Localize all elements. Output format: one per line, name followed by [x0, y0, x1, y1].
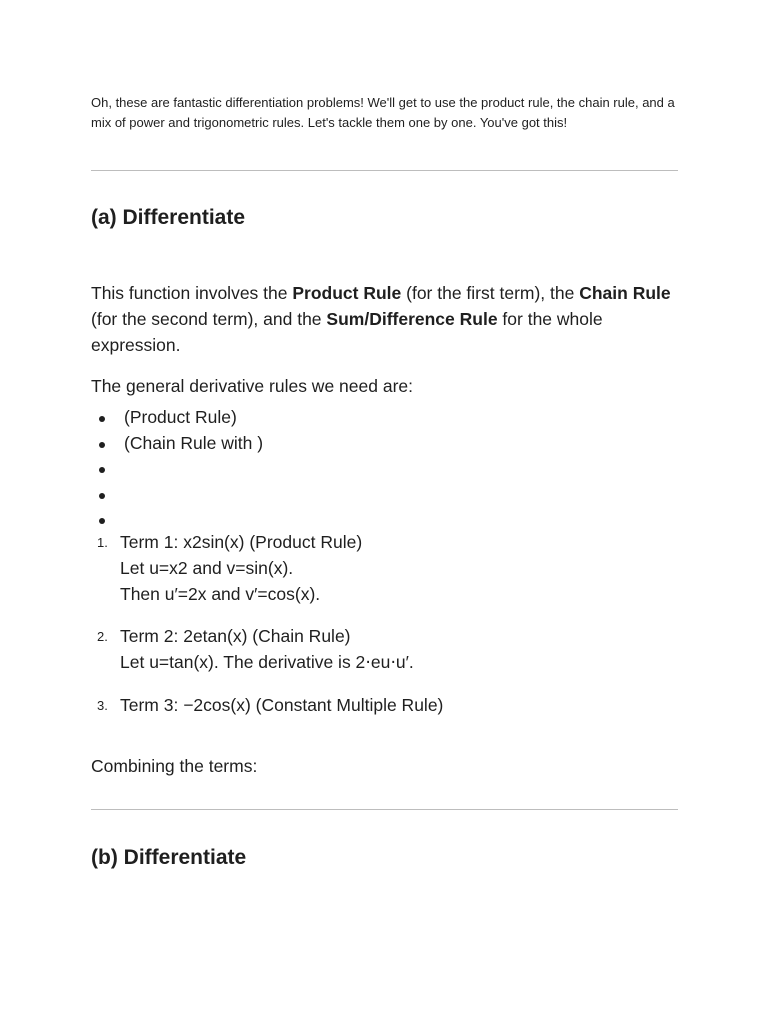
rules-bullet-list	[91, 405, 263, 533]
step-line: Term 3: −2cos(x) (Constant Multiple Rule)	[120, 695, 444, 715]
intro-text: Oh, these are fantastic differentiation problems! We'll get to use the product rule, the chain rule, and a mix of power and trigonometric rules. Let's tackle them one by one. You've got this!	[91, 95, 675, 130]
step-number: 2.	[97, 629, 108, 644]
bullet-icon	[99, 518, 105, 524]
text-span: This function involves the	[91, 283, 293, 303]
section-a-intro-paragraph	[91, 280, 679, 358]
step-item	[91, 623, 443, 675]
bullet-icon	[99, 442, 105, 448]
step-item	[91, 692, 443, 718]
text-span: for the whole expression.	[91, 309, 603, 355]
step-line: Term 2: 2etan(x) (Chain Rule)	[120, 626, 351, 646]
divider	[91, 809, 678, 810]
rules-intro-paragraph: The general derivative rules we need are:	[91, 376, 413, 396]
sum-difference-rule-term: Sum/Difference Rule	[326, 309, 498, 329]
combining-paragraph: Combining the terms:	[91, 756, 258, 776]
bullet-icon	[99, 493, 105, 499]
chain-rule-term: Chain Rule	[579, 283, 671, 303]
steps-numbered-list	[91, 529, 443, 718]
step-item	[91, 529, 443, 607]
bullet-icon	[99, 416, 105, 422]
text-span: (for the first term), the	[401, 283, 580, 303]
step-line: Let u=x2 and v=sin(x).	[120, 558, 294, 578]
step-line: Term 1: x2sin(x) (Product Rule)	[120, 532, 363, 552]
text-span: (for the second term), and the	[91, 309, 327, 329]
list-item	[91, 431, 263, 457]
list-item	[91, 482, 263, 508]
product-rule-term: Product Rule	[292, 283, 402, 303]
step-line: Let u=tan(x). The derivative is 2⋅eu⋅u′.	[120, 652, 414, 672]
step-number: 3.	[97, 698, 108, 713]
list-item-text: (Product Rule)	[124, 407, 237, 427]
bullet-icon	[99, 467, 105, 473]
list-item-text: (Chain Rule with )	[124, 432, 264, 453]
step-number: 1.	[97, 535, 108, 550]
section-b-heading: (b) Differentiate	[91, 846, 247, 869]
list-item	[91, 456, 263, 482]
divider	[91, 170, 678, 171]
step-line: Then u′=2x and v′=cos(x).	[120, 584, 321, 604]
section-a-heading: (a) Differentiate	[91, 206, 246, 229]
list-item	[91, 405, 263, 431]
